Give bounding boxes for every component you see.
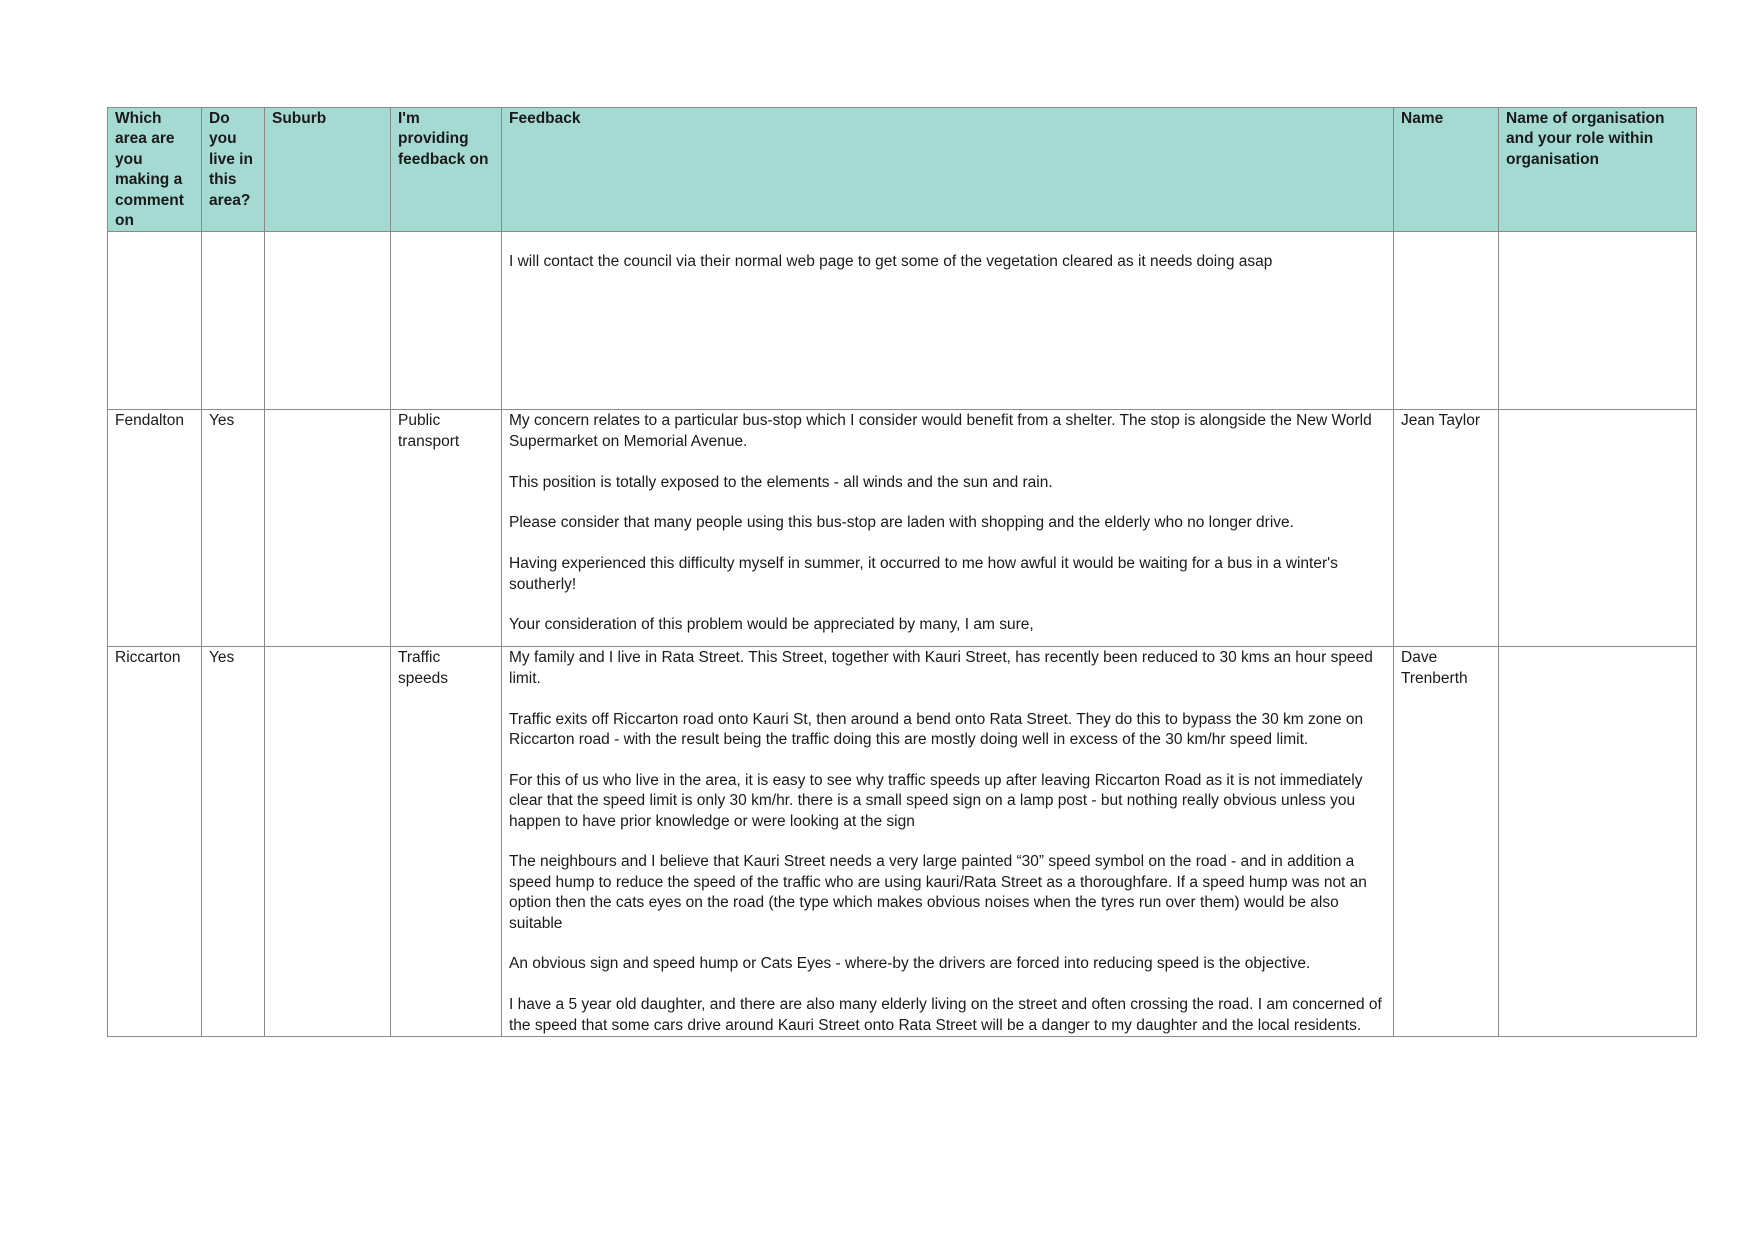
cell-feedback <box>502 410 1394 647</box>
cell-org <box>1499 232 1697 410</box>
header-name: Name <box>1394 108 1499 232</box>
cell-area: Fendalton <box>108 410 202 647</box>
feedback-paragraph: Please consider that many people using this bus-stop are laden with shopping and the elderly who no longer drive. <box>509 514 1294 532</box>
cell-live <box>202 232 265 410</box>
header-live: Do you live in this area? <box>202 108 265 232</box>
header-row <box>108 108 1697 232</box>
feedback-paragraph: I will contact the council via their normal web page to get some of the vegetation cleared as it needs doing asap <box>509 253 1273 271</box>
cell-org <box>1499 647 1697 1037</box>
header-area: Which area are you making a comment on <box>108 108 202 232</box>
feedback-sheet <box>107 107 1696 1037</box>
feedback-paragraph: Traffic exits off Riccarton road onto Kauri St, then around a bend onto Rata Street. They do this to bypass the 30 km zone on Riccarton road - with the result being the traffic doing this are mostly doing well in excess of the 30 km/hr speed limit. <box>509 710 1364 749</box>
feedback-paragraph: For this of us who live in the area, it is easy to see why traffic speeds up after leaving Riccarton Road as it is not immediately clear that the speed limit is only 30 km/hr. there is a small speed sign on a lamp post - but nothing really obvious unless you happen to have prior knowledge or were looking at the sign <box>509 771 1363 830</box>
cell-live: Yes <box>202 647 265 1037</box>
cell-feedback <box>502 232 1394 410</box>
cell-name: Dave Trenberth <box>1394 647 1499 1037</box>
feedback-paragraph: An obvious sign and speed hump or Cats Eyes - where-by the drivers are forced into reducing speed is the objective. <box>509 955 1311 973</box>
table-row <box>108 232 1697 410</box>
table-row <box>108 647 1697 1037</box>
cell-area <box>108 232 202 410</box>
feedback-paragraph: Your consideration of this problem would be appreciated by many, I am sure, <box>509 616 1034 634</box>
feedback-paragraph: I have a 5 year old daughter, and there are also many elderly living on the street and often crossing the road. I am concerned of the speed that some cars drive around Kauri Street onto Rata Street will be a danger to my daughter and the local residents. <box>509 996 1382 1034</box>
cell-suburb <box>265 647 391 1037</box>
header-suburb: Suburb <box>265 108 391 232</box>
feedback-paragraph: Having experienced this difficulty myself in summer, it occurred to me how awful it would be waiting for a bus in a winter's southerly! <box>509 555 1338 593</box>
cell-org <box>1499 410 1697 647</box>
feedback-paragraph: The neighbours and I believe that Kauri Street needs a very large painted “30” speed symbol on the road - and in addition a speed hump to reduce the speed of the traffic who are using kauri/Rata Street as a thoroughfare. If a speed hump was not an option then the cats eyes on the road (the type which makes obvious noises when the tyres run over them) would be also suitable <box>509 853 1367 932</box>
feedback-paragraph: My concern relates to a particular bus-stop which I consider would benefit from a shelter. The stop is alongside the New World Supermarket on Memorial Avenue. <box>509 412 1372 450</box>
cell-area: Riccarton <box>108 647 202 1037</box>
cell-topic: Traffic speeds <box>391 647 502 1037</box>
cell-suburb <box>265 232 391 410</box>
cell-name: Jean Taylor <box>1394 410 1499 647</box>
cell-live: Yes <box>202 410 265 647</box>
cell-name <box>1394 232 1499 410</box>
cell-topic: Public transport <box>391 410 502 647</box>
header-feedback: Feedback <box>502 108 1394 232</box>
feedback-paragraph: This position is totally exposed to the elements - all winds and the sun and rain. <box>509 473 1053 491</box>
header-topic: I'm providing feedback on <box>391 108 502 232</box>
table-row <box>108 410 1697 647</box>
feedback-table <box>107 107 1697 1037</box>
header-org: Name of organisation and your role within organisation <box>1499 108 1697 232</box>
cell-suburb <box>265 410 391 647</box>
cell-topic <box>391 232 502 410</box>
cell-feedback <box>502 647 1394 1037</box>
feedback-paragraph: My family and I live in Rata Street. This Street, together with Kauri Street, has recently been reduced to 30 kms an hour speed limit. <box>509 649 1373 687</box>
